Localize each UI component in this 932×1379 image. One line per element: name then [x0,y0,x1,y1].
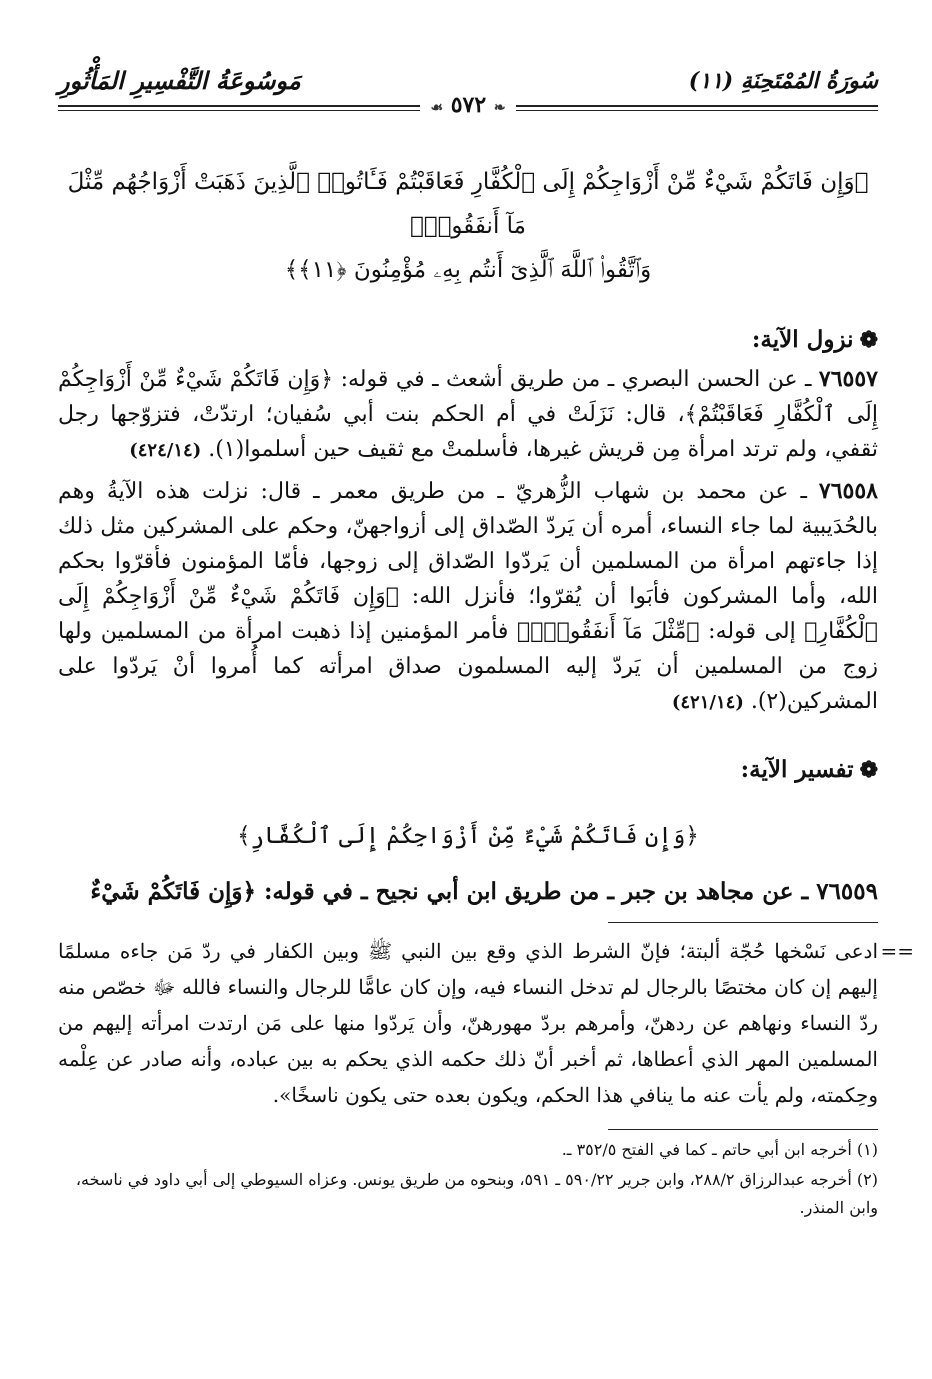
section-heading-revelation [58,320,878,360]
heading-text: تفسير الآية: [740,756,854,783]
flower-ornament-icon: ❁ [859,757,878,783]
volume-reference: (٤٢١/١٤) [671,692,744,713]
narration-number: ٧٦٥٥٩ [816,878,878,905]
narration-text: ـ عن محمد بن شهاب الزُّهريّ ـ من طريق معمر ـ قال: نزلت هذه الآيةُ وهم بالحُدَيبية لما جاء النساء، أمره أن يَردّ الصّداق إلى أزواجهنّ، وحكم على المشركين مثل ذلك إذا جاءتهم امرأة من المسلمين أن يَردّوا الصّداق إلى زوجها، فأمّا المؤمنون فأقرّوا بحكم الله، وأما المشركون فأبَوا أن يُقرّوا؛ فأنزل الله: ﴿وَإِن فَاتَكُمْ شَيْءٌ مِّنْ أَزْوَاجِكُمْ إِلَى ٱلْكُفَّارِ﴾ إلى قوله: ﴿مِّثْلَ مَآ أَنفَقُوا۟ۚ﴾ فأمر المؤمنين إذا ذهبت امرأة من المسلمين ولها زوج من المسلمين أن يَردّ إليه المسلمون صداق امرأته كما أُمروا أنْ يَردّوا على المشركين(٢). [58,479,878,714]
heading-text: نزول الآية: [751,326,854,353]
narration-76557 [58,362,878,468]
narration-text: ـ عن الحسن البصري ـ من طريق أشعث ـ في قوله: ﴿وَإِن فَاتَكُمْ شَيْءٌ مِّنْ أَزْوَاجِكُمْ إِلَى ٱلْكُفَّارِ فَعَاقَبْتُمْ﴾، قال: نَزَلَتْ في أم الحكم بنت أبي سُفيان؛ ارتدّتْ، فتزوّجها رجل ثقفي، ولم ترتد امرأة مِن قريش غيرها، فأسلمتْ مع ثقيف حين أسلموا(١). [58,367,878,462]
footnote-2: (٢) أخرجه عبدالرزاق ٢٨٨/٢، وابن جرير ٥٩٠/٢٢ ـ ٥٩١، وبنحوه من طريق يونس. وعزاه السيوطي إلى أبي داود في ناسخه، وابن المنذر. [75,1170,878,1217]
surah-title: سُورَةُ المُمْتَحِنَةِ (١١) [688,68,878,94]
verse-line-2: وَٱتَّقُوا۟ ٱللَّهَ ٱلَّذِىٓ أَنتُم بِهِۦ مُؤْمِنُونَ ﴿١١﴾﴾ [284,257,652,283]
page [58,60,914,1222]
footnote-1: (١) أخرجه ابن أبي حاتم ـ كما في الفتح ٣٥٢/٥ ـ. [561,1140,878,1159]
section-heading-tafsir [58,750,878,790]
leaf-ornament-icon: ☙ [430,100,444,116]
continuation-marker: == [880,939,914,963]
tafsir-verse: ﴿وَإِن فَاتَكُمْ شَيْءٌ مِّنْ أَزْوَاجِكُمْ إِلَى ٱلْكُفَّارِ﴾ [237,823,699,849]
narration-76558 [58,474,878,720]
narration-number: ٧٦٥٥٨ [818,478,878,504]
quran-verse [58,160,878,292]
volume-reference: (٤٢٤/١٤) [129,440,202,461]
footnote-separator [608,1129,878,1130]
book-title: مَوسُوعَةُ التَّفْسِيرِ المَأْثُورِ [58,66,301,95]
narration-text: ـ عن مجاهد بن جبر ـ من طريق ابن أبي نجيح ـ في قوله: ﴿وَإِن فَاتَكُمْ شَيْءٌ [90,878,809,905]
verse-line-1: ﴿وَإِن فَاتَكُمْ شَيْءٌ مِّنْ أَزْوَاجِكُمْ إِلَى ٱلْكُفَّارِ فَعَاقَبْتُمْ فَـَٔاتُوا۟ ٱلَّذِينَ ذَهَبَتْ أَزْوَاجُهُم مِّثْلَ مَآ أَنفَقُوا۟ۚ [67,169,869,239]
page-number: ٥٧٢ [450,92,487,118]
continuation-text: ادعى نَسْخها حُجّة ألبتة؛ فإنّ الشرط الذي وقع بين النبي ﷺ وبين الكفار في ردّ مَن جاءه مسلمًا إليهم إن كان مختصًا بالرجال لم تدخل النساء فيه، وإن كان عامًّا للرجال والنساء فالله ﷻ خصّص منه ردّ النساء ونهاهم عن ردهنّ، وأمرهم بردّ مهورهنّ، وأن يَردّوا منها على مَن ارتدت امرأته إليهم من المسلمين المهر الذي أعطاها، ثم أخبر أنّ ذلك حكمه الذي يحكم به بين عباده، وأنه صادر عن عِلْمه وحِكمته، ولم يأت عنه ما ينافي هذا الحكم، ويكون بعده حتى يكون ناسخًا». [58,939,878,1107]
narration-number: ٧٦٥٥٧ [818,366,878,392]
flower-ornament-icon: ❁ [859,327,878,353]
running-header [58,60,878,120]
page-number-box [420,92,515,118]
footnote-continuation [58,933,914,1113]
narration-76559 [58,872,878,912]
leaf-ornament-icon: ❧ [493,100,506,116]
footnote-separator [608,922,878,923]
